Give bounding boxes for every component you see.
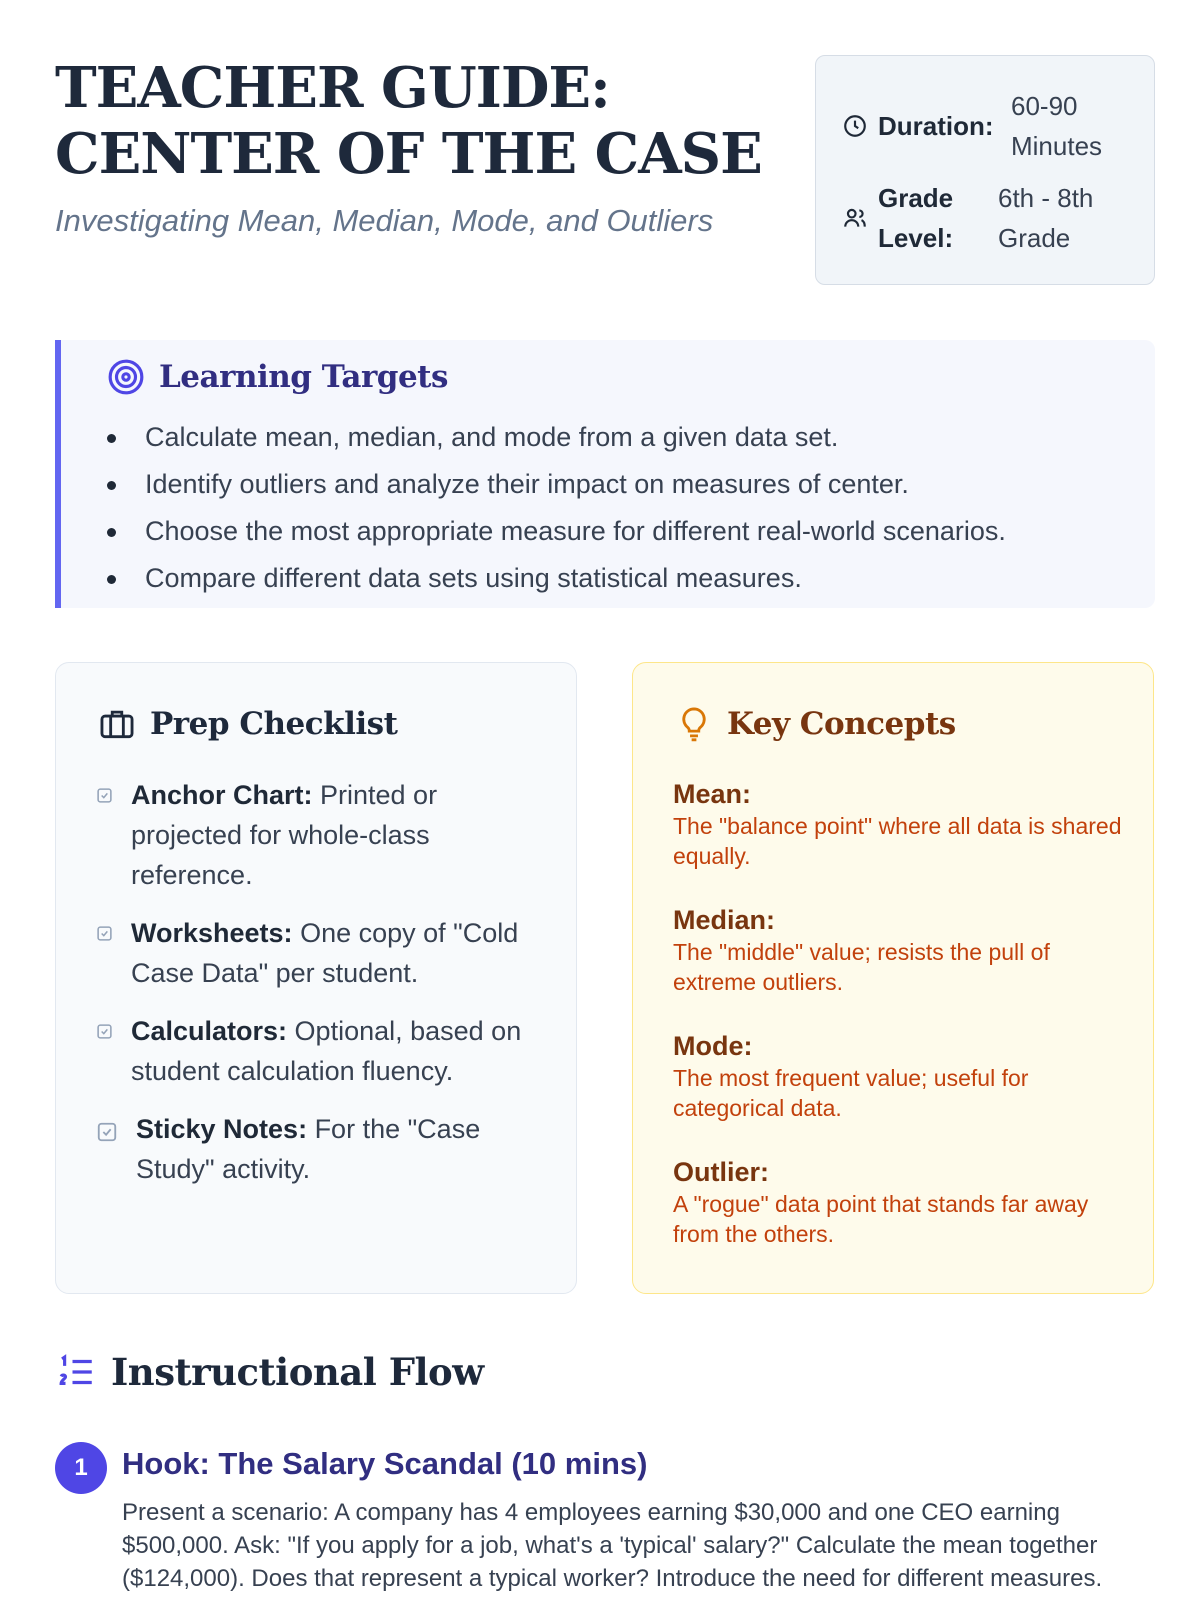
meta-info-box: [815, 55, 1155, 285]
prep-checklist-header: [98, 705, 397, 743]
duration-value: 60-90 Minutes: [1011, 91, 1103, 161]
checklist-item-text: Optional, based on student calculation fluency.: [131, 1016, 522, 1086]
checkbox-icon[interactable]: [96, 925, 113, 942]
instructional-flow-heading: Instructional Flow: [111, 1350, 484, 1394]
concept-item: [673, 1029, 1123, 1123]
users-icon: [842, 205, 868, 231]
list-item: Choose the most appropriate measure for different real-world scenarios.: [107, 508, 1006, 555]
clock-icon: [842, 113, 868, 139]
lightbulb-icon: [675, 705, 713, 743]
learning-targets-heading: Learning Targets: [159, 359, 448, 395]
concept-definition: The most frequent value; useful for categorical data.: [673, 1065, 1029, 1121]
concept-item: [673, 1155, 1123, 1249]
grade-row: [842, 178, 988, 258]
concept-item: [673, 777, 1123, 871]
list-item: Identify outliers and analyze their impact on measures of center.: [107, 461, 1006, 508]
learning-targets-list: [107, 414, 1006, 602]
checklist-item-label: Anchor Chart:: [131, 780, 313, 810]
key-concepts-header: [675, 705, 956, 743]
step-description: Present a scenario: A company has 4 employees earning $30,000 and one CEO earning $500,000. Ask: "If you apply for a job, what's a 'typical' salary?" Calculate the mean together ($124,000). Does that represent a typical worker? Introduce the need for different measures.: [122, 1499, 1103, 1592]
checkbox-icon[interactable]: [96, 1023, 113, 1040]
checklist-item-text: For the "Case Study" activity.: [136, 1114, 481, 1184]
duration-label: Duration:: [878, 111, 994, 141]
grade-value: 6th - 8th Grade: [998, 183, 1094, 253]
step-number-badge: 1: [55, 1442, 107, 1494]
page-subtitle: Investigating Mean, Median, Mode, and Outliers: [55, 203, 714, 238]
concept-definition: The "middle" value; resists the pull of extreme outliers.: [673, 939, 1050, 995]
duration-row: [842, 86, 994, 166]
learning-targets-header: [107, 358, 448, 396]
briefcase-icon: [98, 705, 136, 743]
checklist-item[interactable]: [96, 1011, 546, 1091]
numbered-list-icon: [55, 1351, 97, 1393]
learning-targets-panel: [55, 340, 1155, 608]
checklist-item-text: Printed or projected for whole-class reference.: [131, 780, 438, 890]
checklist-item-label: Calculators:: [131, 1016, 288, 1046]
concept-term: Median:: [673, 905, 776, 935]
concept-item: [673, 903, 1123, 997]
concept-definition: The "balance point" where all data is shared equally.: [673, 813, 1122, 869]
prep-checklist-card: [55, 662, 577, 1294]
checkbox-icon[interactable]: [96, 1121, 118, 1143]
target-icon: [107, 358, 145, 396]
header: [55, 55, 1155, 285]
checkbox-icon[interactable]: [96, 787, 113, 804]
checklist-item[interactable]: [96, 775, 546, 895]
list-item: Calculate mean, median, and mode from a given data set.: [107, 414, 1006, 461]
concept-term: Mode:: [673, 1031, 753, 1061]
concept-term: Mean:: [673, 779, 752, 809]
checklist-item-label: Worksheets:: [131, 918, 293, 948]
step-title: Hook: The Salary Scandal (10 mins): [122, 1446, 648, 1481]
concept-term: Outlier:: [673, 1157, 770, 1187]
checklist-item[interactable]: [96, 913, 546, 993]
key-concepts-card: [632, 662, 1154, 1294]
key-concepts-heading: Key Concepts: [727, 706, 956, 742]
checklist-item-text: One copy of "Cold Case Data" per student.: [131, 918, 519, 988]
instructional-flow-header: [55, 1350, 484, 1394]
concept-definition: A "rogue" data point that stands far away from the others.: [673, 1191, 1089, 1247]
checklist-item-label: Sticky Notes:: [136, 1114, 308, 1144]
grade-label: Grade Level:: [878, 183, 954, 253]
list-item: Compare different data sets using statistical measures.: [107, 555, 1006, 602]
checklist-item[interactable]: [96, 1109, 546, 1189]
prep-checklist-heading: Prep Checklist: [150, 706, 398, 742]
page-title: TEACHER GUIDE: CENTER OF THE CASE: [55, 55, 762, 187]
